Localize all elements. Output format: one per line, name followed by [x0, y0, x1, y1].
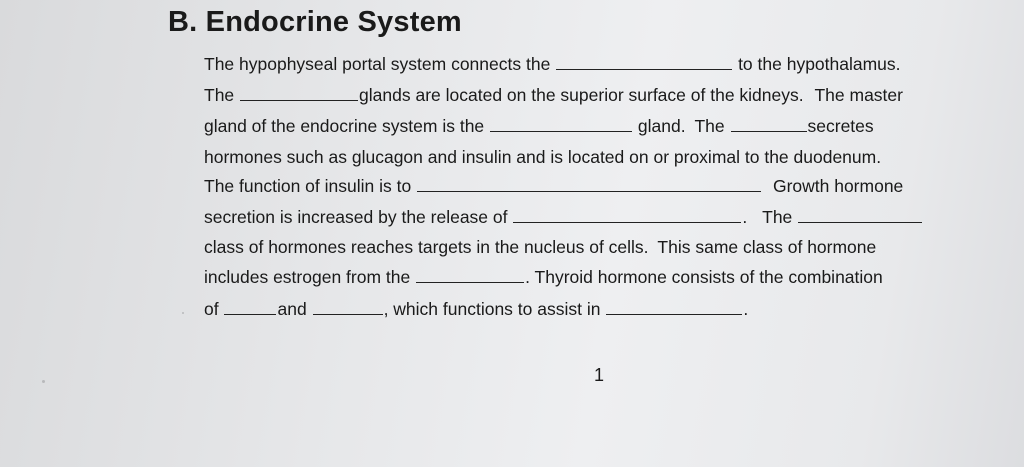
- paragraph-line-7: [204, 236, 876, 258]
- paragraph-line-8: [204, 266, 883, 288]
- line-4-text-a: hormones such as glucagon and insulin and is located on or proximal to the duodenum.: [204, 147, 882, 167]
- line-3-text-d: secretes: [807, 116, 874, 136]
- line-8-text-a: includes estrogen from the: [204, 267, 411, 287]
- line-8-text-b: . Thyroid hormone consists of the combination: [525, 267, 883, 287]
- line-9-text-a: of: [204, 299, 219, 319]
- answer-blank[interactable]: [240, 85, 358, 101]
- line-9-text-c: , which functions to assist in: [383, 299, 601, 319]
- paragraph-line-2: [204, 84, 903, 106]
- line-6-text-a: secretion is increased by the release of: [204, 207, 508, 227]
- line-9-text-d: .: [743, 299, 749, 319]
- line-7-text-a: class of hormones reaches targets in the nucleus of cells.: [204, 237, 649, 257]
- page-number: 1: [594, 365, 605, 385]
- paragraph-line-6: [204, 206, 923, 228]
- paper-speck: [182, 312, 184, 314]
- answer-blank[interactable]: [606, 299, 742, 315]
- line-6-text-b: .: [742, 207, 748, 227]
- section-heading: B. Endocrine System: [168, 6, 462, 38]
- answer-blank[interactable]: [417, 176, 761, 192]
- paragraph-line-4: [204, 146, 881, 168]
- answer-blank[interactable]: [313, 299, 383, 315]
- line-3-text-b: gland.: [637, 116, 686, 136]
- answer-blank[interactable]: [416, 267, 524, 283]
- line-5-text-b: Growth hormone: [772, 176, 904, 196]
- line-1-text-a: The hypophyseal portal system connects the: [204, 54, 551, 74]
- line-5-text-a: The function of insulin is to: [204, 176, 412, 196]
- line-2-text-a: The: [204, 85, 235, 105]
- paragraph-line-3: [204, 115, 874, 137]
- line-3-text-a: gland of the endocrine system is the: [204, 116, 485, 136]
- line-6-text-c: The: [762, 207, 793, 227]
- paragraph-line-5: [204, 175, 903, 197]
- line-1-text-b: to the hypothalamus.: [738, 54, 901, 74]
- paper-speck: [42, 380, 45, 383]
- answer-blank[interactable]: [224, 299, 276, 315]
- line-9-text-b: and: [277, 299, 307, 319]
- line-2-text-b: glands are located on the superior surface of the kidneys.: [359, 85, 804, 105]
- line-7-text-b: This same class of hormone: [657, 237, 877, 257]
- paragraph-line-9: [204, 298, 748, 320]
- answer-blank[interactable]: [731, 116, 807, 132]
- answer-blank[interactable]: [798, 207, 922, 223]
- answer-blank[interactable]: [556, 54, 732, 70]
- line-3-text-c: The: [694, 116, 725, 136]
- answer-blank[interactable]: [513, 207, 741, 223]
- answer-blank[interactable]: [490, 116, 632, 132]
- line-2-text-c: The master: [814, 85, 903, 105]
- paragraph-line-1: [204, 53, 901, 75]
